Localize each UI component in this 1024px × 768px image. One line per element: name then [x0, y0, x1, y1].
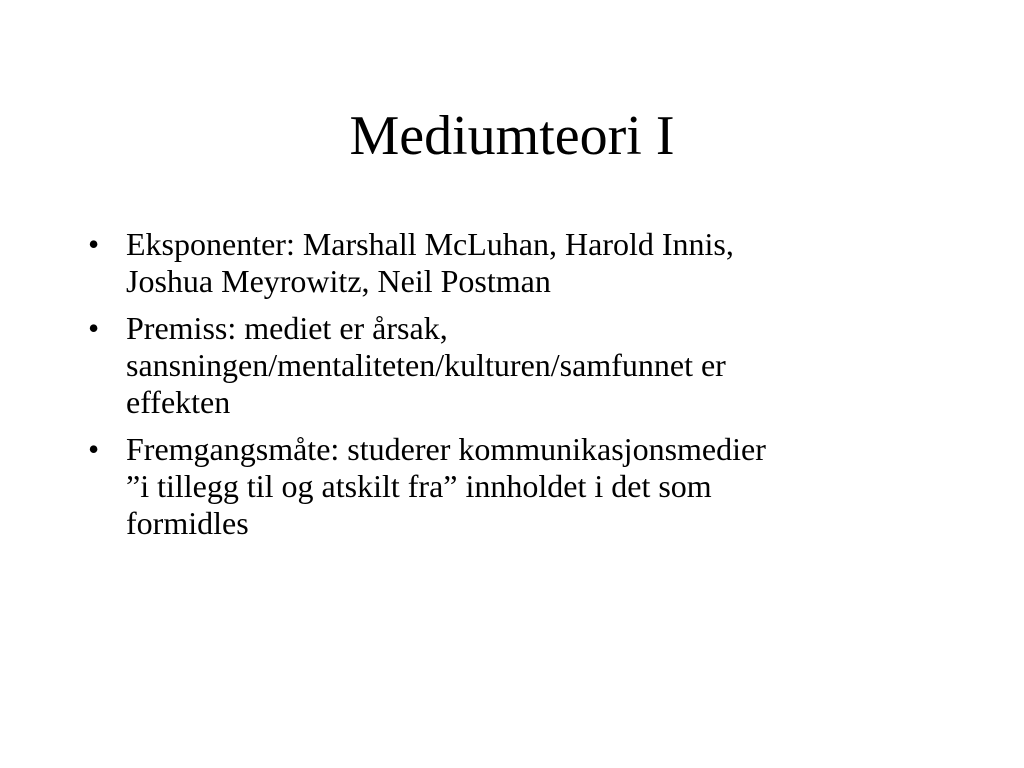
- bullet-marker: •: [88, 226, 100, 262]
- bullet-marker: •: [88, 431, 100, 467]
- bullet-item-fremgangsmate: [88, 431, 948, 542]
- bullet-text: Fremgangsmåte: studerer kommunikasjonsmedier ”i tillegg til og atskilt fra” innholdet i det som formidles: [126, 431, 766, 541]
- slide-title: Mediumteori I: [349, 105, 675, 167]
- bullet-text: Eksponenter: Marshall McLuhan, Harold Innis, Joshua Meyrowitz, Neil Postman: [126, 226, 734, 299]
- bullet-item-premiss: [88, 310, 948, 421]
- bullet-text: Premiss: mediet er årsak, sansningen/mentaliteten/kulturen/samfunnet er effekten: [126, 310, 726, 420]
- bullet-list: [88, 226, 948, 552]
- bullet-item-eksponenter: [88, 226, 948, 300]
- bullet-marker: •: [88, 310, 100, 346]
